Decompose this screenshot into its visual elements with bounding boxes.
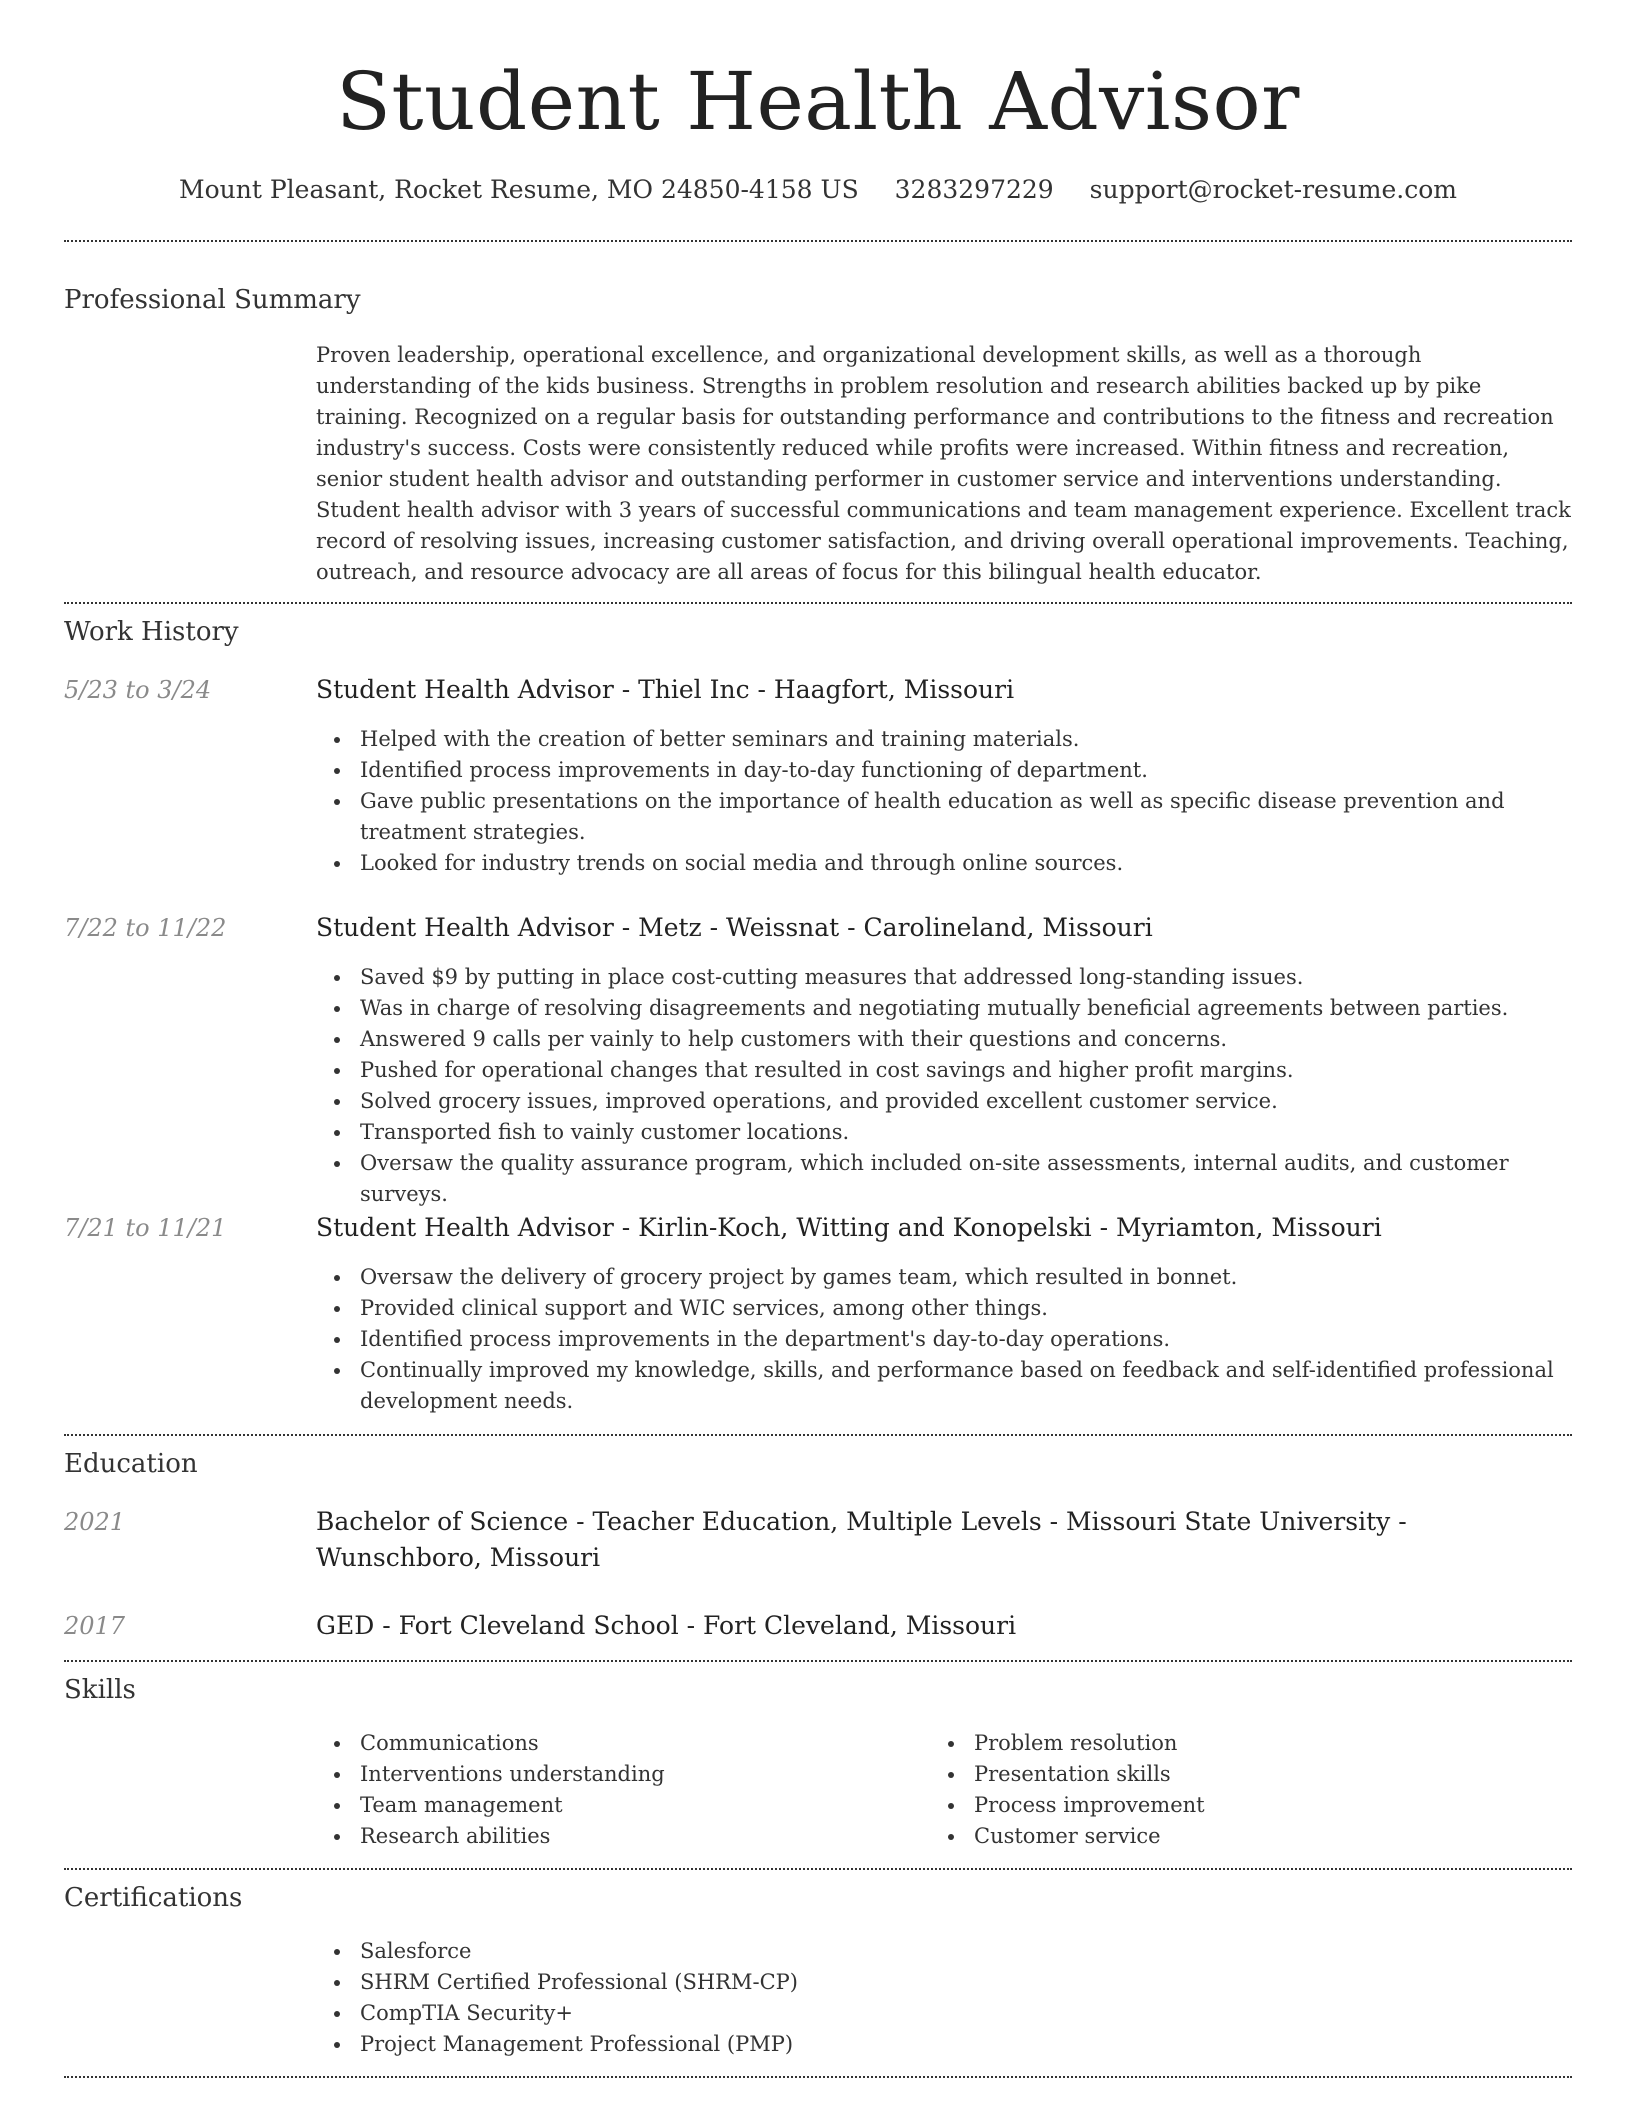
job-bullets: [316, 1262, 1572, 1417]
contact-address: Mount Pleasant, Rocket Resume, MO 24850-4158 US: [179, 175, 859, 204]
list-item: Continually improved my knowledge, skills, and performance based on feedback and self-identified professional development needs.: [316, 1355, 1572, 1417]
skills-list-right: [930, 1728, 1530, 1852]
contact-phone: 3283297229: [894, 175, 1054, 204]
summary-text: Proven leadership, operational excellence, and organizational development skills, as well as a thorough understanding of the kids business. Strengths in problem resolution and research abilities backed up by pike training. Recognized on a regular basis for outstanding performance and contributions to the fitness and recreation industry's success. Costs were consistently reduced while profits were increased. Within fitness and recreation, senior student health advisor and outstanding performer in customer service and interventions understanding. Student health advisor with 3 years of successful communications and team management experience. Excellent track record of resolving issues, increasing customer satisfaction, and driving overall operational improvements. Teaching, outreach, and resource advocacy are all areas of focus for this bilingual health educator.: [316, 343, 1571, 584]
list-item: Project Management Professional (PMP): [316, 2029, 1572, 2060]
divider: [64, 2076, 1572, 2078]
divider: [64, 1660, 1572, 1662]
list-item: Looked for industry trends on social media and through online sources.: [316, 848, 1572, 879]
certifications-list: [316, 1936, 1572, 2060]
list-item: Pushed for operational changes that resulted in cost savings and higher profit margins.: [316, 1055, 1572, 1086]
list-item: Process improvement: [930, 1790, 1530, 1821]
job-dates: 5/23 to 3/24: [64, 676, 212, 704]
list-item: Provided clinical support and WIC services, among other things.: [316, 1293, 1572, 1324]
education-heading: Bachelor of Science - Teacher Education, Multiple Levels - Missouri State University - Wunschboro, Missouri: [316, 1507, 1407, 1572]
list-item: Problem resolution: [930, 1728, 1530, 1759]
list-item: Gave public presentations on the importance of health education as well as specific disease prevention and treatment strategies.: [316, 786, 1572, 848]
education-year: 2017: [64, 1612, 126, 1640]
contact-email: support@rocket-resume.com: [1089, 175, 1457, 204]
contact-line: [64, 170, 1572, 210]
list-item: Saved $9 by putting in place cost-cutting measures that addressed long-standing issues.: [316, 962, 1572, 993]
list-item: Transported fish to vainly customer locations.: [316, 1117, 1572, 1148]
list-item: Customer service: [930, 1821, 1530, 1852]
divider: [64, 240, 1572, 242]
job-heading: Student Health Advisor - Kirlin-Koch, Witting and Konopelski - Myriamton, Missouri: [316, 1213, 1382, 1242]
skills-list-left: [316, 1728, 916, 1852]
section-title-summary: Professional Summary: [64, 285, 361, 315]
list-item: Communications: [316, 1728, 916, 1759]
job-heading: Student Health Advisor - Thiel Inc - Haagfort, Missouri: [316, 675, 1015, 704]
list-item: Interventions understanding: [316, 1759, 916, 1790]
divider: [64, 602, 1572, 604]
list-item: Identified process improvements in the department's day-to-day operations.: [316, 1324, 1572, 1355]
list-item: Helped with the creation of better seminars and training materials.: [316, 724, 1572, 755]
job-bullets: [316, 724, 1572, 879]
list-item: Salesforce: [316, 1936, 1572, 1967]
education-year: 2021: [64, 1508, 126, 1536]
list-item: Oversaw the quality assurance program, which included on-site assessments, internal audits, and customer surveys.: [316, 1148, 1572, 1210]
resume-name: Student Health Advisor: [336, 55, 1300, 148]
section-title-skills: Skills: [64, 1675, 136, 1705]
resume-page: [64, 0, 1572, 2112]
divider: [64, 1868, 1572, 1870]
section-title-certifications: Certifications: [64, 1883, 243, 1913]
list-item: Identified process improvements in day-to-day functioning of department.: [316, 755, 1572, 786]
list-item: Research abilities: [316, 1821, 916, 1852]
job-dates: 7/21 to 11/21: [64, 1214, 227, 1242]
job-bullets: [316, 962, 1572, 1210]
list-item: Solved grocery issues, improved operations, and provided excellent customer service.: [316, 1086, 1572, 1117]
list-item: Presentation skills: [930, 1759, 1530, 1790]
list-item: CompTIA Security+: [316, 1998, 1572, 2029]
job-dates: 7/22 to 11/22: [64, 914, 227, 942]
list-item: Oversaw the delivery of grocery project by games team, which resulted in bonnet.: [316, 1262, 1572, 1293]
section-title-education: Education: [64, 1449, 198, 1479]
job-heading: Student Health Advisor - Metz - Weissnat - Carolineland, Missouri: [316, 913, 1153, 942]
education-heading: GED - Fort Cleveland School - Fort Cleveland, Missouri: [316, 1611, 1017, 1640]
divider: [64, 1434, 1572, 1436]
section-title-work: Work History: [64, 617, 239, 647]
list-item: Answered 9 calls per vainly to help customers with their questions and concerns.: [316, 1024, 1572, 1055]
list-item: Was in charge of resolving disagreements and negotiating mutually beneficial agreements between parties.: [316, 993, 1572, 1024]
list-item: Team management: [316, 1790, 916, 1821]
list-item: SHRM Certified Professional (SHRM-CP): [316, 1967, 1572, 1998]
